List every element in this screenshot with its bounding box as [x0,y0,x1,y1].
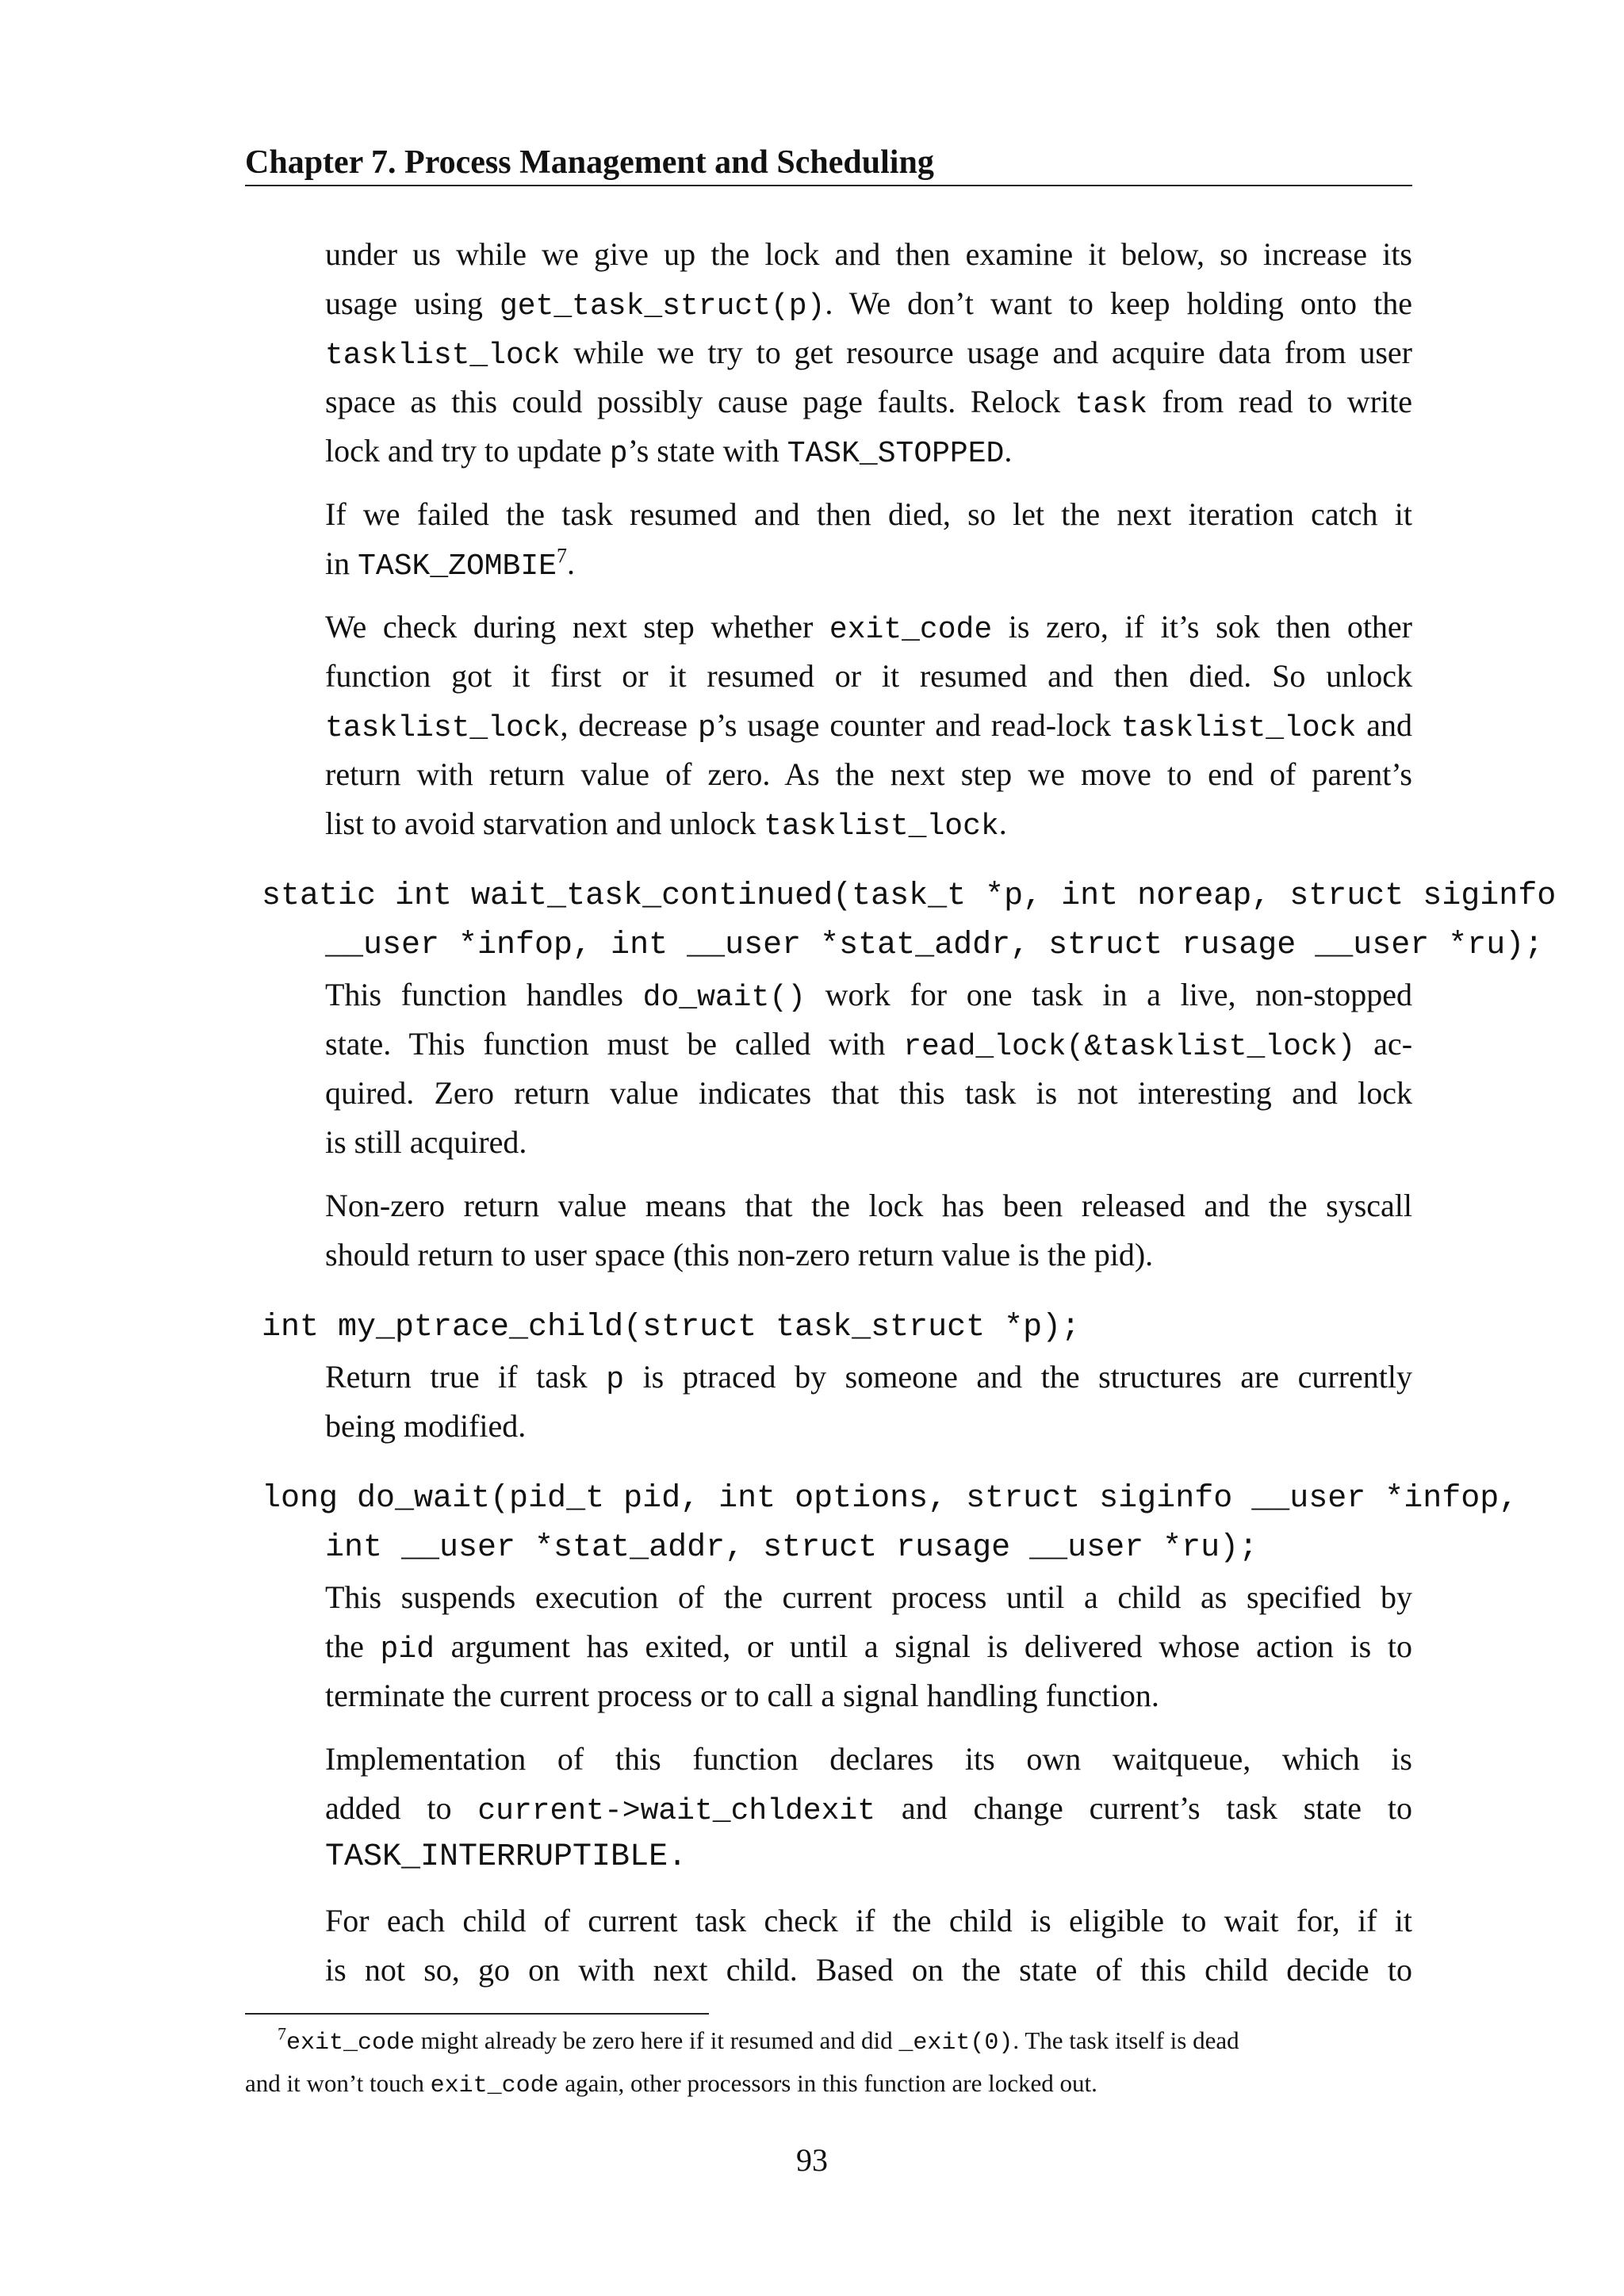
text-line: Non-zero return value means that the lock has been released and the syscall [325,1188,1412,1223]
text-line: the pid argument has exited, or until a signal is delivered whose action is to [325,1628,1412,1667]
text-line: Return true if task p is ptraced by someone and the structures are currently [325,1359,1412,1397]
text-line: quired. Zero return value indicates that this task is not interesting and lock [325,1075,1412,1111]
text-line: added to current->wait_chldexit and change current’s task state to [325,1790,1412,1828]
text-line: state. This function must be called with read_lock(&tasklist_lock) ac- [325,1026,1413,1064]
header-rule [245,185,1412,186]
text-line: This suspends execution of the current process until a child as specified by [325,1579,1412,1615]
text-line: tasklist_lock, decrease p’s usage counter and read-lock tasklist_lock and [325,707,1413,745]
text-line: function got it first or it resumed or it resumed and then died. So unlock [325,658,1412,694]
running-header: Chapter 7. Process Management and Scheduling [245,144,934,181]
footnote-mark: 7 [278,2023,286,2044]
text-line: being modified. [325,1408,527,1444]
text-line: in TASK_ZOMBIE$^7$. [325,544,575,584]
page-number: 93 [796,2142,828,2178]
text-line: tasklist_lock while we try to get resource usage and acquire data from user [325,335,1412,373]
function-signature: long do_wait(pid_t pid, int options, struct siginfo __user *infop, [262,1481,1519,1517]
text-line: lock and try to update p’s state with TASK_STOPPED. [325,433,1013,471]
text-line: For each child of current task check if the child is eligible to wait for, if it [325,1903,1412,1938]
footnote-line: and it won’t touch exit_code again, other processors in this function are locked out. [245,2069,1097,2099]
text-line: usage using get_task_struct(p). We don’t want to keep holding onto the [325,285,1412,323]
footnote-rule [245,2013,709,2015]
text-line: is still acquired. [325,1124,527,1160]
text-line: If we failed the task resumed and then died, so let the next iteration catch it [325,496,1412,532]
text-line: is not so, go on with next child. Based on the state of this child decide to [325,1952,1412,1988]
text-line: should return to user space (this non-zero return value is the pid). [325,1237,1154,1272]
function-signature: int __user *stat_addr, struct rusage __user *ru); [325,1530,1258,1566]
text-line: TASK_INTERRUPTIBLE. [325,1839,688,1875]
text-line: This function handles do_wait() work for one task in a live, non-stopped [325,977,1412,1015]
text-line: space as this could possibly cause page faults. Relock task from read to write [325,384,1412,422]
footnote-ref: 7 [556,544,567,568]
text-line: Implementation of this function declares its own waitqueue, which is [325,1741,1412,1777]
text-line: list to avoid starvation and unlock tasklist_lock. [325,806,1007,844]
function-signature: int my_ptrace_child(struct task_struct *p); [262,1310,1081,1345]
footnote: $^7$exit_code might already be zero here if it resumed and did _exit(0). The task itself is dead [278,2023,1239,2057]
text-line: under us while we give up the lock and then examine it below, so increase its [325,236,1412,272]
text-line: We check during next step whether exit_code is zero, if it’s sok then other [325,609,1413,647]
text-line: return with return value of zero. As the next step we move to end of parent’s [325,756,1412,792]
function-signature: static int wait_task_continued(task_t *p, int noreap, struct siginfo [262,878,1557,914]
text-line: terminate the current process or to call a signal handling function. [325,1678,1159,1713]
function-signature: __user *infop, int __user *stat_addr, struct rusage __user *ru); [325,928,1544,963]
